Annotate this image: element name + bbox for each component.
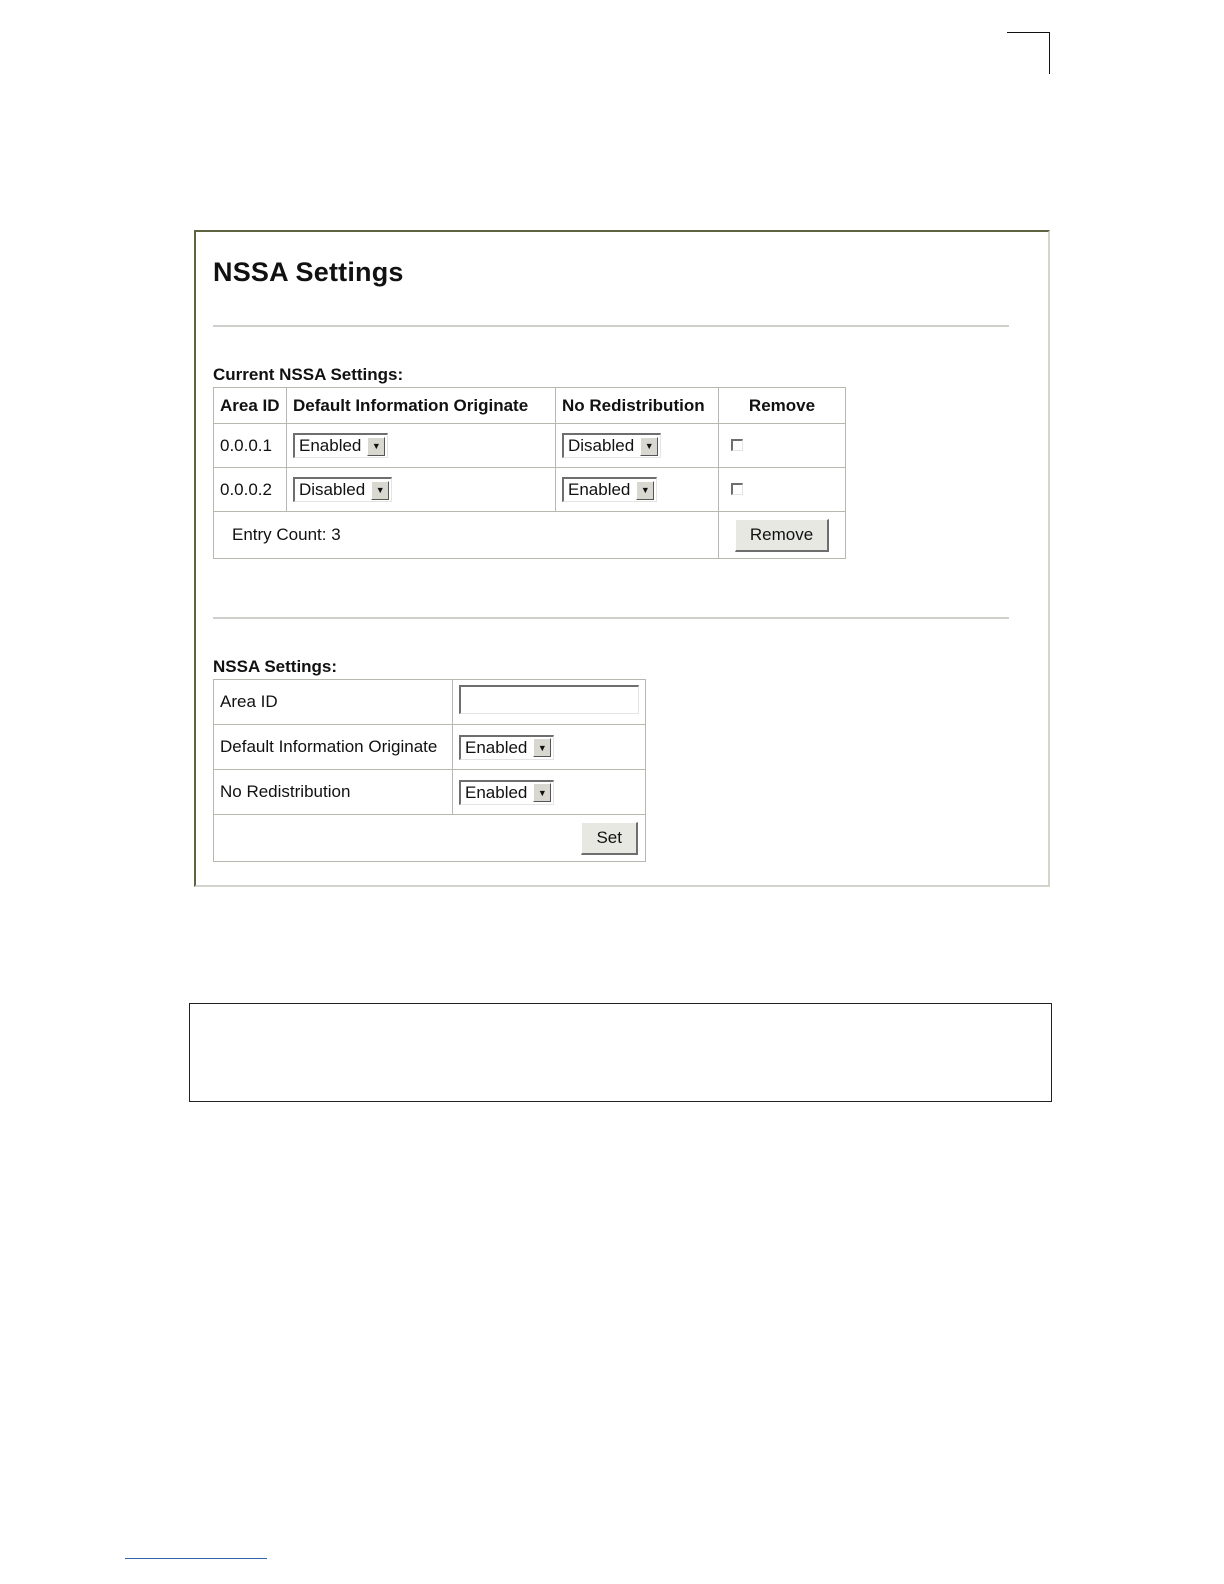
current-settings-title: Current NSSA Settings: <box>213 365 404 384</box>
form-footer-row <box>214 815 646 862</box>
select-value: Enabled <box>465 782 528 802</box>
page-title: NSSA Settings <box>213 257 404 287</box>
area-id-label: Area ID <box>214 680 453 725</box>
default-info-label: Default Information Originate <box>214 725 453 770</box>
chevron-down-icon[interactable]: ▼ <box>371 481 389 500</box>
no-redistribution-select[interactable] <box>562 477 657 502</box>
no-redistribution-select[interactable] <box>459 780 554 805</box>
area-id-input[interactable] <box>459 685 639 714</box>
column-header-area-id: Area ID <box>214 388 287 424</box>
set-button[interactable]: Set <box>581 822 638 855</box>
note-box <box>189 1003 1052 1102</box>
nssa-form-title: NSSA Settings: <box>213 657 338 676</box>
nssa-settings-form <box>213 679 646 862</box>
chevron-down-icon[interactable]: ▼ <box>636 481 654 500</box>
default-info-select[interactable] <box>293 433 388 458</box>
no-redistribution-select[interactable] <box>562 433 661 458</box>
no-redistribution-label: No Redistribution <box>214 770 453 815</box>
table-header-row <box>214 388 846 424</box>
entry-count: Entry Count: 3 <box>214 512 719 559</box>
chevron-down-icon[interactable]: ▼ <box>533 783 551 802</box>
footer-rule <box>125 1558 267 1559</box>
form-row-area-id <box>214 680 646 725</box>
select-value: Enabled <box>465 737 528 757</box>
divider <box>213 325 1009 327</box>
nssa-settings-panel <box>194 230 1050 887</box>
form-row-default-info <box>214 725 646 770</box>
chevron-down-icon[interactable]: ▼ <box>367 437 385 456</box>
chevron-down-icon[interactable]: ▼ <box>533 738 551 757</box>
default-info-select[interactable] <box>293 477 392 502</box>
remove-button[interactable]: Remove <box>735 519 829 552</box>
form-row-no-redistribution <box>214 770 646 815</box>
area-id-cell: 0.0.0.2 <box>214 468 287 512</box>
remove-checkbox[interactable] <box>731 439 743 451</box>
table-row <box>214 424 846 468</box>
column-header-default-info: Default Information Originate <box>287 388 556 424</box>
divider <box>213 617 1009 619</box>
select-value: Disabled <box>568 436 635 455</box>
remove-checkbox[interactable] <box>731 483 743 495</box>
column-header-remove: Remove <box>719 388 846 424</box>
select-value: Enabled <box>568 480 631 499</box>
current-nssa-table <box>213 387 846 559</box>
crop-mark-vertical <box>1049 32 1050 74</box>
default-info-select[interactable] <box>459 735 554 760</box>
column-header-no-redistribution: No Redistribution <box>556 388 719 424</box>
table-row <box>214 468 846 512</box>
table-footer-row <box>214 512 846 559</box>
crop-mark-horizontal <box>1007 32 1050 33</box>
select-value: Enabled <box>299 436 362 455</box>
select-value: Disabled <box>299 480 366 499</box>
area-id-cell: 0.0.0.1 <box>214 424 287 468</box>
chevron-down-icon[interactable]: ▼ <box>640 437 658 456</box>
